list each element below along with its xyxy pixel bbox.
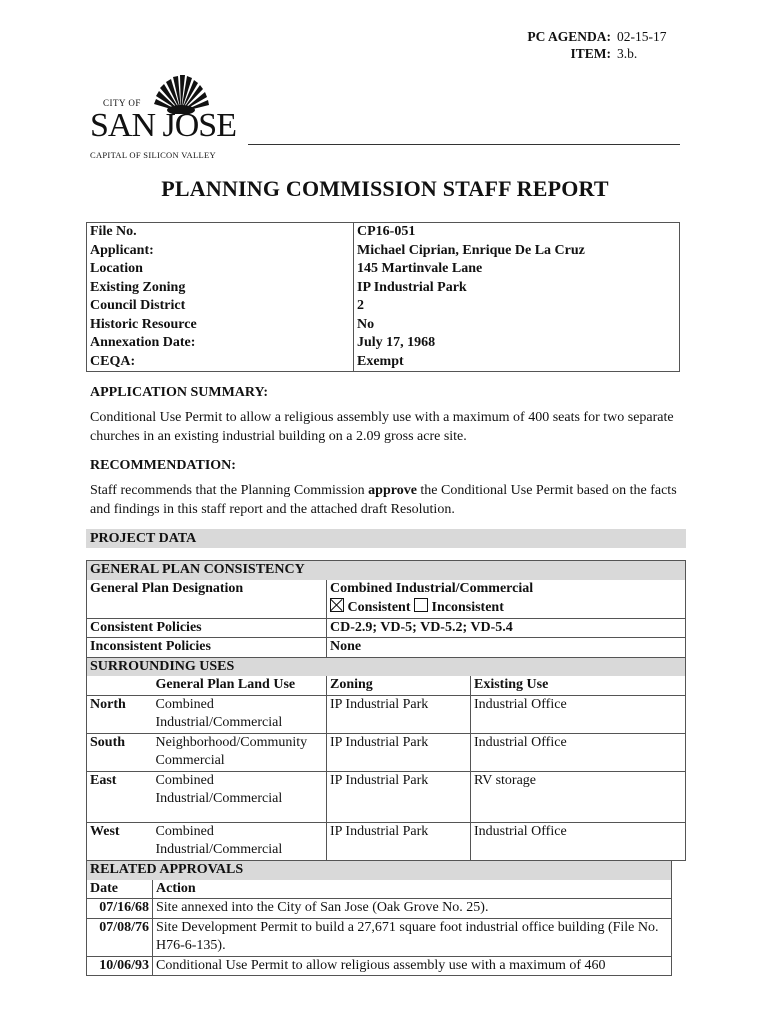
info-row — [87, 260, 680, 279]
file-info-table — [86, 222, 680, 372]
logo-city-of: CITY OF — [103, 98, 141, 108]
related-approvals-heading: RELATED APPROVALS — [87, 861, 672, 880]
logo-city-name: SAN JOSE — [90, 107, 236, 144]
info-label: Location — [87, 260, 354, 279]
gp-land-use-line: Industrial/Commercial — [155, 715, 283, 730]
info-value: 2 — [357, 298, 364, 313]
surrounding-gp-land-use — [153, 733, 327, 771]
surrounding-row — [87, 733, 686, 771]
surrounding-zoning: IP Industrial Park — [327, 771, 471, 822]
application-summary-text: Conditional Use Permit to allow a religious assembly use with a maximum of 400 seats for two separate churches in an existing industrial building on a 2.09 gross acre site. — [90, 410, 674, 444]
consistency-checkboxes — [330, 598, 682, 618]
page-title: PLANNING COMMISSION STAFF REPORT — [161, 176, 609, 201]
surrounding-gp-land-use — [153, 695, 327, 733]
consistent-label: Consistent — [347, 600, 411, 615]
info-value: CP16-051 — [357, 224, 416, 239]
info-value: No — [357, 316, 375, 332]
gp-land-use-line: Combined — [155, 823, 214, 839]
surrounding-direction: East — [87, 771, 153, 822]
project-data-heading: PROJECT DATA — [86, 529, 686, 548]
info-value: Michael Ciprian, Enrique De La Cruz — [357, 242, 585, 258]
header-rule — [248, 144, 680, 145]
related-col-action: Action — [153, 880, 672, 899]
logo-tagline: CAPITAL OF SILICON VALLEY — [90, 150, 216, 160]
general-plan-table — [86, 560, 686, 861]
inconsistent-policies-label: Inconsistent Policies — [87, 638, 327, 658]
info-row — [87, 223, 680, 242]
consistent-policies-label: Consistent Policies — [87, 618, 327, 638]
related-approval-action: Conditional Use Permit to allow religious assembly use with a maximum of 460 — [153, 956, 672, 976]
surrounding-direction: North — [87, 695, 153, 733]
info-row — [87, 353, 680, 372]
surrounding-existing-use: RV storage — [471, 771, 686, 822]
related-approval-date: 07/16/68 — [87, 899, 153, 919]
surrounding-zoning: IP Industrial Park — [327, 733, 471, 771]
info-label: Existing Zoning — [87, 279, 354, 298]
recommendation-text-bold: approve — [368, 483, 417, 498]
gp-land-use-line: Neighborhood/Community — [155, 734, 308, 750]
info-row — [87, 279, 680, 298]
surrounding-row — [87, 822, 686, 860]
gp-designation-value: Combined Industrial/Commercial — [330, 580, 534, 596]
surrounding-row — [87, 771, 686, 822]
related-approval-action: Site annexed into the City of San Jose (Oak Grove No. 25). — [153, 899, 672, 919]
info-label: Annexation Date: — [87, 334, 354, 353]
gp-designation-label: General Plan Designation — [87, 580, 327, 619]
related-approval-date: 10/06/93 — [87, 956, 153, 976]
agenda-block — [520, 28, 667, 62]
pc-agenda-value: 02-15-17 — [617, 29, 667, 44]
recommendation-text-before: Staff recommends that the Planning Commission — [90, 483, 369, 498]
surrounding-col-zoning: Zoning — [327, 676, 471, 695]
gp-consistency-heading: GENERAL PLAN CONSISTENCY — [87, 561, 686, 580]
info-value: Exempt — [357, 353, 404, 369]
gp-land-use-line: Commercial — [155, 753, 225, 768]
surrounding-uses-heading: SURROUNDING USES — [87, 657, 686, 676]
related-approval-row — [87, 899, 672, 919]
related-approval-row — [87, 918, 672, 956]
related-approval-action: Site Development Permit to build a 27,671 square foot industrial office building (File No. H76-6-135). — [153, 918, 672, 956]
surrounding-zoning: IP Industrial Park — [327, 695, 471, 733]
surrounding-row — [87, 695, 686, 733]
recommendation-heading: RECOMMENDATION: — [90, 458, 236, 473]
item-label: ITEM: — [570, 46, 611, 61]
surrounding-col-use: Existing Use — [471, 676, 686, 695]
info-label: CEQA: — [87, 353, 354, 372]
surrounding-col-blank — [87, 676, 153, 695]
info-label: Council District — [87, 297, 354, 316]
surrounding-existing-use: Industrial Office — [471, 822, 686, 860]
info-row — [87, 316, 680, 335]
info-row — [87, 297, 680, 316]
related-approval-row — [87, 956, 672, 976]
related-approval-date: 07/08/76 — [87, 918, 153, 956]
surrounding-existing-use: Industrial Office — [471, 733, 686, 771]
surrounding-gp-land-use — [153, 822, 327, 860]
surrounding-zoning: IP Industrial Park — [327, 822, 471, 860]
surrounding-direction: South — [87, 733, 153, 771]
inconsistent-checkbox[interactable] — [414, 598, 428, 612]
surrounding-existing-use: Industrial Office — [471, 695, 686, 733]
info-label: File No. — [87, 223, 354, 242]
application-summary-heading: APPLICATION SUMMARY: — [90, 385, 269, 400]
city-logo — [88, 74, 238, 164]
surrounding-col-gp: General Plan Land Use — [153, 676, 327, 695]
related-col-date: Date — [87, 880, 153, 899]
pc-agenda-label: PC AGENDA: — [527, 29, 611, 44]
surrounding-gp-land-use — [153, 771, 327, 822]
item-value: 3.b. — [617, 46, 638, 61]
gp-land-use-line: Industrial/Commercial — [155, 842, 283, 857]
recommendation-text — [90, 482, 684, 519]
info-row — [87, 242, 680, 261]
gp-land-use-line: Combined — [155, 696, 214, 712]
info-label: Applicant: — [87, 242, 354, 261]
gp-land-use-line: Industrial/Commercial — [155, 791, 283, 806]
inconsistent-label: Inconsistent — [431, 600, 504, 615]
consistent-policies-value: CD-2.9; VD-5; VD-5.2; VD-5.4 — [327, 618, 686, 638]
info-row — [87, 334, 680, 353]
surrounding-direction: West — [87, 822, 153, 860]
gp-land-use-line: Combined — [155, 772, 214, 788]
gp-designation-cell — [327, 580, 686, 619]
related-approvals-table — [86, 860, 672, 976]
info-label: Historic Resource — [87, 316, 354, 335]
info-value: 145 Martinvale Lane — [357, 261, 483, 276]
inconsistent-policies-value: None — [327, 638, 686, 658]
info-value: IP Industrial Park — [357, 279, 467, 295]
info-value: July 17, 1968 — [357, 335, 436, 350]
consistent-checkbox[interactable] — [330, 598, 344, 612]
recommendation-text-after: the Conditional Use Permit based on the facts and findings in this staff report and the attached draft Resolution. — [90, 483, 677, 517]
